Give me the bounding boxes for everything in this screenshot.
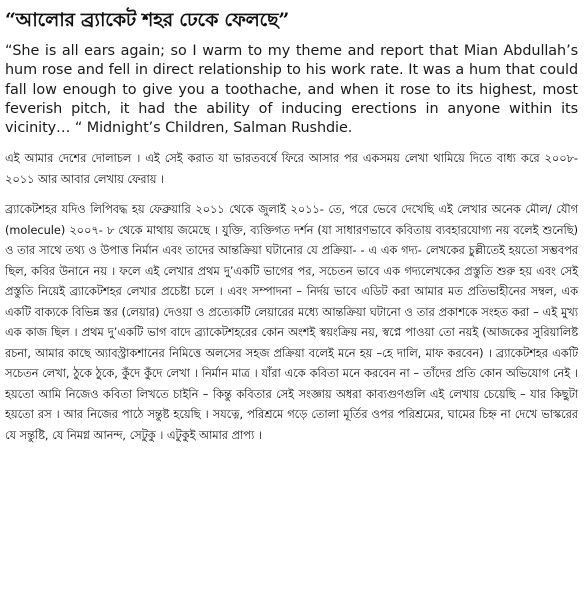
paragraph-body: ব্র্যাকেটশহর যদিও লিপিবদ্ধ হয় ফেব্রুয়ারি ২০১১ থেকে জুলাই ২০১১- তে, পরে ভেবে দেখেছি এই লেখার অনেক মৌল/ যৌগ (molecule) ২০০৭- ৮ থেকে মাথায় জমেছে । যুক্তি, ব্যক্তিগত দর্শন (যা সাধারণভাবে কবিতায় ব্যবহারযোগ্য নয় বলেই শুনেছি) ও তার সাথে তথ্য ও উপাত্ত নির্মান এবং তাদের আন্তক্রিয়া ঘটানোর যে প্রক্রিয়া- - এ এক গদ্য- লেখকের চুল্লীতেই হয়তো সম্ভবপর ছিল, কবির উনানে নয় । ফলে এই লেখার প্রথম দু’একটি ভাগের পর, সচেতন ভাবে এক গদ্যলেখকের প্রস্তুতি শুরু হয় এবং সেই প্রস্তুতি নিয়েই ব্র্যাকেটশহর লেখার প্রচেষ্টা চলে । এবং সম্পাদনা – নির্দয় ভাবে এডিট করা আমার মত প্রতিভাহীনের সম্বল, এক একটি বাক্যকে বিভিন্ন স্তর (লেয়ার) দেওয়া ও প্রত্যেকটি লেয়ারের মধ্যে আন্তক্রিয়া ঘটানো ও তার প্রকাশকে সংহত করা – এই মুখ্য এক কাজ ছিল । প্রথম দু’একটি ভাগ বাদে ব্র্যাকেটশহরের কোন অংশই স্বয়ংক্রিয় নয়, স্বপ্নে পাওয়া তো নয়ই (আজকের সুরিয়ালিষ্ট রচনা, আমার কাছে অ্যাবস্ট্রাকশানের নিমিত্তে অলসের সহজ প্রক্রিয়া বলেই মনে হয় –হে দালি, মাফ করবেন) । ব্র্যাকেটশহর একটি সচেতন লেখা, ঠুকে ঠুকে, কুঁদে কুঁদে লেখা । নির্মান মাত্র । যাঁরা একে কবিতা মনে করবেন না – তাঁদের প্রতি কোন অভিযোগ নেই । হয়তো আমি নিজেও কবিতা লিখতে চাইনি – কিন্তু কবিতার সেই সংজ্ঞায় অধরা কাব্যগুণগুলি এই লেখায় চেয়েছি – যার কিছুটা হয়তো রস । আর নিজের পাঠে সন্তুষ্ট হয়েছি । সযত্নে, পরিশ্রমে গড়ে তোলা মূর্তির ওপর পরিশ্রমের, ঘামের চিহ্ন না দেখে ভাস্করের যে সন্তুষ্টি, যে নিমগ্ন আনন্দ, সেটুকু । এটুকুই আমার প্রাপ্য । <box>5 203 578 442</box>
epigraph-quote: “She is all ears again; so I warm to my theme and report that Mian Abdullah’s hum rose and fell in direct relationship to his work rate. It was a hum that could fall low enough to give you a toothache, and when it rose to its highest, most feverish pitch, it had the ability of inducing erections in anyone within its vicinity… “ Midnight’s Children, Salman Rushdie. <box>5 43 578 137</box>
document-title: “আলোর ব্র্যাকেট শহর ঢেকে ফেলছে” <box>5 9 290 31</box>
paragraph-intro: এই আমার দেশের দোলাচল । এই সেই করাত যা ভারতবর্ষে ফিরে আসার পর একসময় লেখা থামিয়ে দিতে বাধ্য করে ২০০৮- ২০১১ আর আবার লেখায় ফেরায় । <box>5 152 578 186</box>
